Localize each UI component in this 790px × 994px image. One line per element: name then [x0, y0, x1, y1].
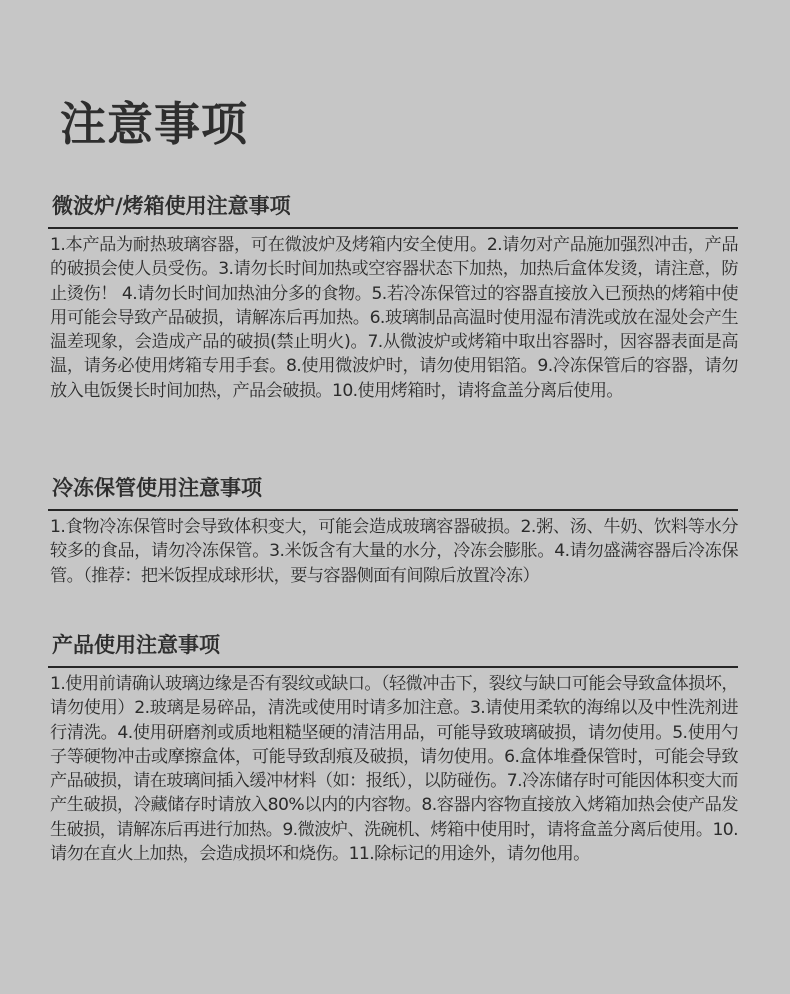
section-heading: 微波炉/烤箱使用注意事项: [48, 191, 738, 229]
section-body: 1.使用前请确认玻璃边缘是否有裂纹或缺口。（轻微冲击下，裂纹与缺口可能会导致盒体损坏，请勿使用）2.玻璃是易碎品，清洗或使用时请多加注意。3.请使用柔软的海绵以及中性洗剂进行清洗。4.使用研磨剂或质地粗糙坚硬的清洁用品，可能导致玻璃破损，请勿使用。5.使用勺子等硬物冲击或摩擦盒体，可能导致刮痕及破损，请勿使用。6.盒体堆叠保管时，可能会导致产品破损，请在玻璃间插入缓冲材料（如：报纸），以防碰伤。7.冷冻储存时可能因体积变大而产生破损，冷藏储存时请放入80%以内的内容物。8.容器内容物直接放入烤箱加热会使产品发生破损，请解冻后再进行加热。9.微波炉、洗碗机、烤箱中使用时，请将盒盖分离后使用。10.请勿在直火上加热，会造成损坏和烧伤。11.除标记的用途外，请勿他用。: [50, 674, 738, 865]
section-heading: 产品使用注意事项: [48, 630, 738, 668]
section-heading: 冷冻保管使用注意事项: [48, 473, 738, 511]
section-body: 1.本产品为耐热玻璃容器，可在微波炉及烤箱内安全使用。2.请勿对产品施加强烈冲击，产品的破损会使人员受伤。3.请勿长时间加热或空容器状态下加热，加热后盒体发烫，请注意，防止烫伤！ 4.请勿长时间加热油分多的食物。5.若冷冻保管过的容器直接放入已预热的烤箱中使用可能会导致产品破损，请解冻后再加热。6.玻璃制品高温时使用湿布清洗或放在湿处会产生温差现象，会造成产品的破损(禁止明火)。7.从微波炉或烤箱中取出容器时，因容器表面是高温，请务必使用烤箱专用手套。8.使用微波炉时，请勿使用铝箔。9.冷冻保管后的容器，请勿放入电饭煲长时间加热，产品会破损。10.使用烤箱时，请将盒盖分离后使用。: [50, 235, 738, 401]
page-title: 注意事项: [60, 97, 248, 151]
section-body: 1.食物冷冻保管时会导致体积变大，可能会造成玻璃容器破损。2.粥、汤、牛奶、饮料等水分较多的食品，请勿冷冻保管。3.米饭含有大量的水分，冷冻会膨胀。4.请勿盛满容器后冷冻保管。（推荐：把米饭捏成球形状，要与容器侧面有间隙后放置冷冻）: [50, 517, 738, 586]
microwave-oven-notes-section: [48, 191, 738, 403]
freezer-storage-notes-section: [48, 473, 738, 588]
product-usage-notes-section: [48, 630, 738, 866]
